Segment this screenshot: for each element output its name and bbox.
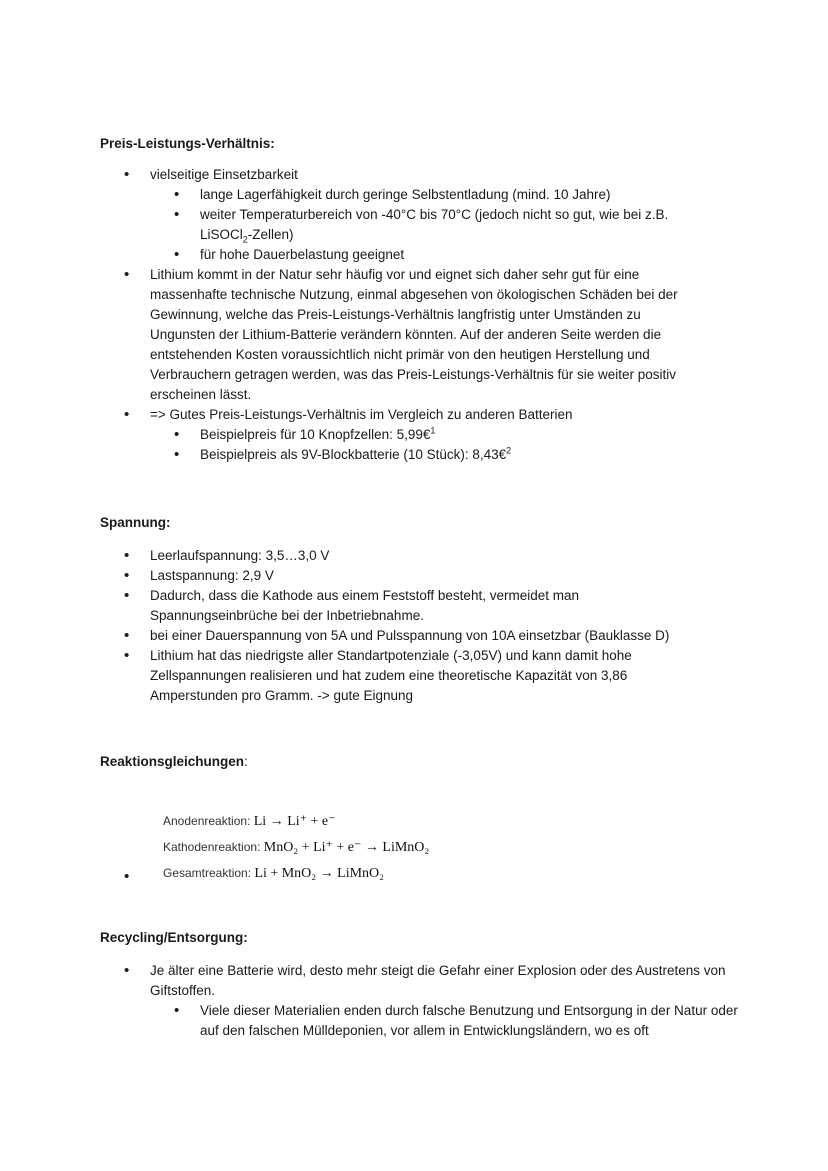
anode-reaction [163,812,429,838]
list-item-text: • lange Lagerfähigkeit durch geringe Selbstentladung (mind. 10 Jahre) [200,187,611,202]
sublist [150,1001,740,1041]
heading-preis-leistung: Preis-Leistungs-Verhältnis: [100,136,275,151]
list-item [150,245,740,265]
anode-equation: Li → Li⁺ + e⁻ [253,814,336,829]
kathode-label: Kathodenreaktion: [163,840,261,854]
list-item-text: • Leerlaufspannung: 3,5…3,0 V [150,548,330,563]
gesamt-equation: Li + MnO₂ → LiMnO₂ [254,866,385,881]
list-item-text: • Lastspannung: 2,9 V [150,568,274,583]
list-item-text: • weiter Temperaturbereich von -40°C bis 70°C (jedoch nicht so gut, wie bei z.B. [200,207,669,222]
kathode-reaction [163,838,429,864]
list-preis-leistung [100,165,740,465]
sublist [150,185,740,265]
formula-suffix: -Zellen) [247,227,294,242]
formula-text: LiSOCl [200,227,243,242]
list-item-text: • Viele dieser Materialien enden durch falsche Benutzung und Entsorgung in der Natur oder auf den falschen Mülldeponien, vor allem in Entwicklungsländern, wo es oft [200,1003,738,1038]
list-item [100,405,740,465]
gesamt-label: Gesamtreaktion: [163,866,252,880]
footnote-ref: 2 [506,445,512,456]
heading-text: Reaktionsgleichungen [100,754,245,769]
list-item [100,165,740,265]
heading-colon: : [244,754,248,769]
list-item [150,425,740,445]
list-item-text: • => Gutes Preis-Leistungs-Verhältnis im Vergleich zu anderen Batterien [150,407,573,422]
list-item-text: • Lithium hat das niedrigste aller Standartpotenziale (-3,05V) und kann damit hohe Zellspannungen realisieren und hat zudem eine theoretische Kapazität von 3,86 Amperstunden pro Gramm. -> gute Eignung [150,648,632,703]
list-item-text: • Lithium kommt in der Natur sehr häufig vor und eignet sich daher sehr gut für eine massenhafte technische Nutzung, einmal abgesehen von ökologischen Schäden bei der Gewinnung, welche das Preis-Leistungs-Verhältnis langfristig unter Umständen zu Ungunsten der Lithium-Batterie verändern könnten. Auf der anderen Seite werden die entstehenden Kosten voraussichtlich nicht primär von den heutigen Herstellung und Verbrauchern getragen werden, was das Preis-Leistungs-Verhältnis für sie weiter positiv erscheinen lässt. [150,267,678,402]
list-item [100,586,740,626]
list-item-text: • Je älter eine Batterie wird, desto mehr steigt die Gefahr einer Explosion oder des Austretens von Giftstoffen. [150,963,726,998]
list-item-text: Beispielpreis als 9V-Blockbatterie (10 Stück): 8,43€ [200,447,507,462]
list-item-text: Beispielpreis für 10 Knopfzellen: 5,99€ [200,427,431,442]
list-item-text: • bei einer Dauerspannung von 5A und Pulsspannung von 10A einsetzbar (Bauklasse D) [150,628,670,643]
list-item [100,566,740,586]
list-item-text: • Dadurch, dass die Kathode aus einem Feststoff besteht, vermeidet man Spannungseinbrüche bei der Inbetriebnahme. [150,588,579,623]
heading-spannung: Spannung: [100,515,171,530]
anode-label: Anodenreaktion: [163,814,251,828]
list-item [150,445,740,465]
heading-recycling: Recycling/Entsorgung: [100,930,248,945]
heading-reaktionsgleichungen [100,754,248,769]
sublist [150,425,740,465]
list-item [150,1001,740,1041]
list-item-text: • vielseitige Einsetzbarkeit [150,167,298,182]
list-item [150,185,740,205]
subscript: 2 [242,234,248,245]
list-item-text: • für hohe Dauerbelastung geeignet [200,247,405,262]
footnote-ref: 1 [430,425,436,436]
list-recycling [100,961,740,1041]
list-spannung [100,546,740,706]
list-item [100,961,740,1041]
bullet-icon: • [124,868,130,885]
list-item-text-continued [200,225,740,245]
reaction-equations [163,812,429,890]
list-item [100,646,740,706]
gesamt-reaction [163,864,429,890]
list-item [150,205,740,245]
kathode-equation: MnO₂ + Li⁺ + e⁻ → LiMnO₂ [263,840,430,855]
list-item [100,265,740,405]
list-item [100,546,740,566]
list-item [100,626,740,646]
